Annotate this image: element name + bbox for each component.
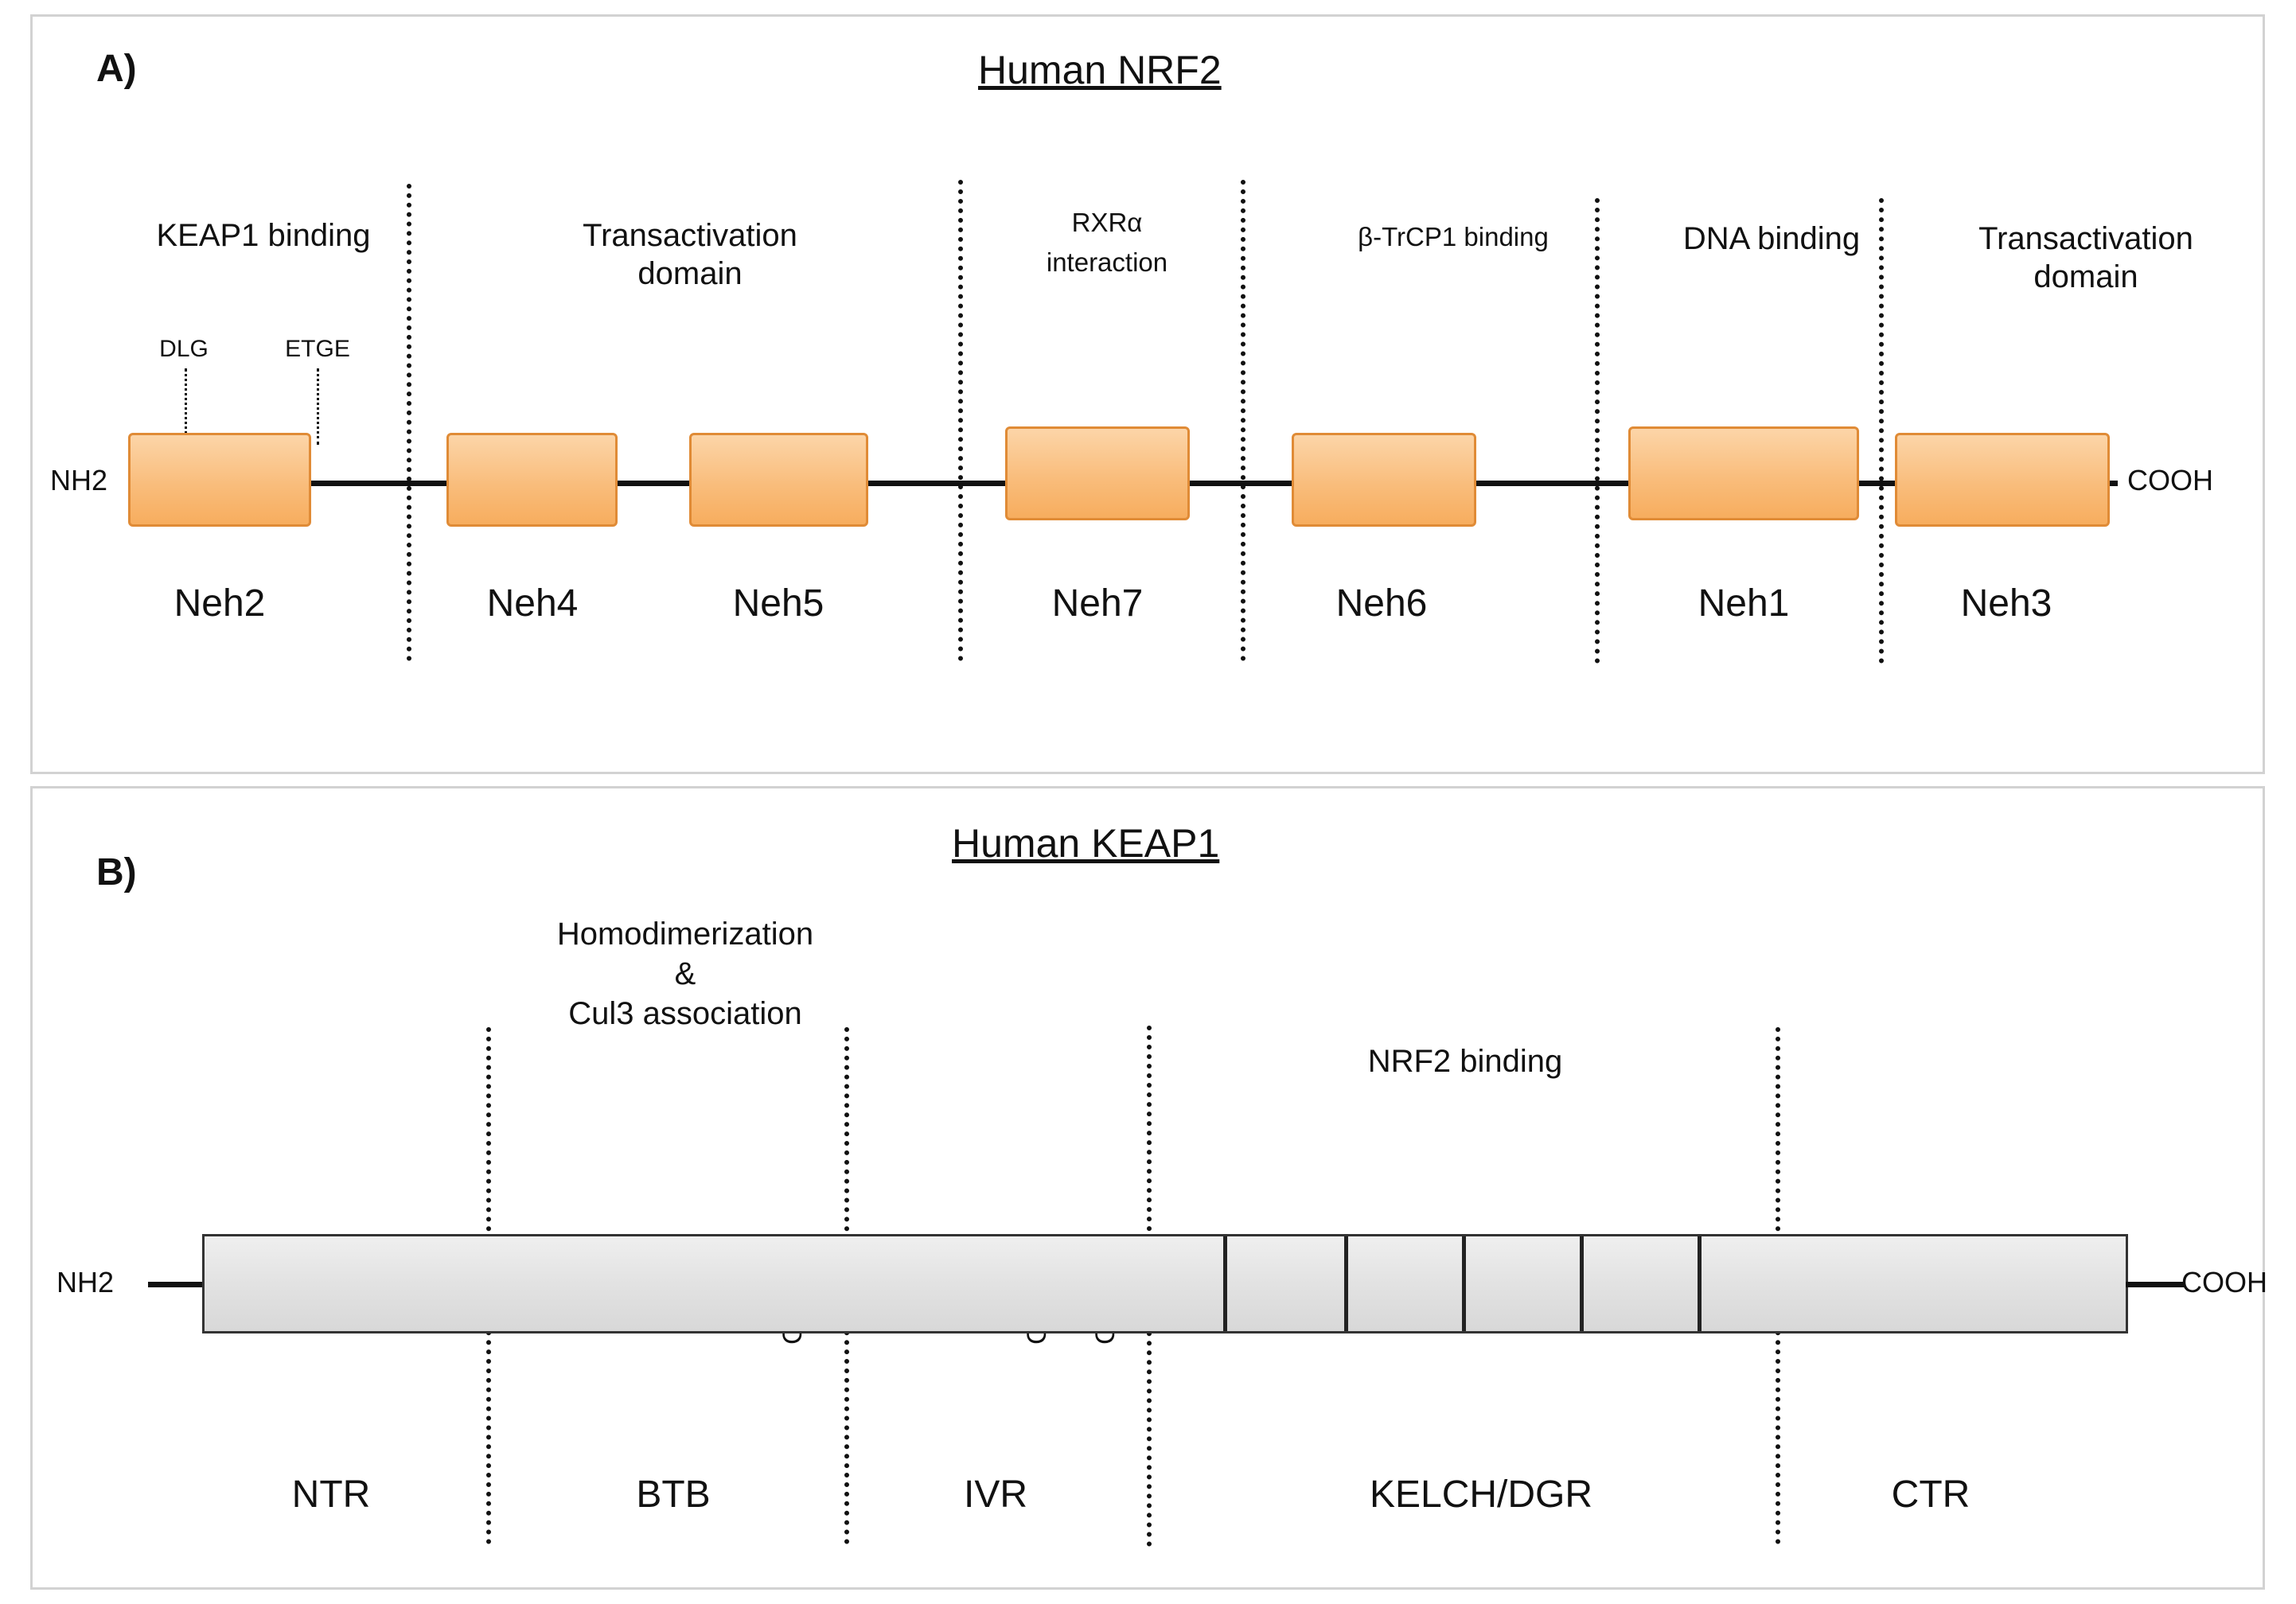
panel-a-letter: A) (96, 48, 137, 90)
keap1-protein-bar (202, 1234, 2128, 1333)
panel-b-title: Human KEAP1 (952, 821, 1220, 866)
label-rxra-interaction-line1: RXRα (1071, 208, 1143, 237)
label-keap1-binding: KEAP1 binding (156, 218, 371, 253)
label-transactivation-domain-2-line1: Transactivation (1978, 221, 2193, 256)
kelch-divider-2 (1344, 1236, 1348, 1331)
separator-neh1-neh3 (1879, 198, 1884, 664)
separator-neh2-neh4 (407, 184, 411, 661)
domain-label-neh1: Neh1 (1698, 582, 1790, 625)
domain-box-neh2 (128, 433, 311, 527)
label-nrf2-binding: NRF2 binding (1367, 1044, 1563, 1079)
domain-label-neh7: Neh7 (1051, 582, 1144, 625)
label-cooh-keap1: COOH (2181, 1266, 2267, 1298)
panel-a-title: Human NRF2 (978, 48, 1222, 92)
kelch-divider-4 (1580, 1236, 1584, 1331)
backbone-keap1-left (148, 1282, 208, 1287)
leader-etge (317, 368, 319, 445)
domain-box-neh4 (446, 433, 618, 527)
domain-label-ctr: CTR (1891, 1474, 1971, 1516)
domain-box-neh3 (1895, 433, 2110, 527)
kelch-divider-3 (1462, 1236, 1466, 1331)
domain-box-neh1 (1628, 426, 1859, 520)
separator-neh7-neh6 (1241, 180, 1245, 661)
label-motif-dlg: DLG (159, 336, 209, 362)
label-motif-etge: ETGE (285, 336, 350, 362)
kelch-divider-1 (1223, 1236, 1227, 1331)
domain-label-neh4: Neh4 (486, 582, 579, 625)
separator-neh6-neh1 (1595, 198, 1600, 664)
domain-label-btb: BTB (636, 1474, 711, 1516)
domain-box-neh6 (1292, 433, 1476, 527)
domain-label-ivr: IVR (963, 1474, 1027, 1516)
domain-box-neh5 (689, 433, 868, 527)
label-nh2-nrf2: NH2 (50, 464, 108, 496)
domain-label-neh2: Neh2 (173, 582, 266, 625)
label-btrcp1-binding: β-TrCP1 binding (1358, 222, 1549, 251)
domain-label-ntr: NTR (291, 1474, 371, 1516)
domain-label-neh6: Neh6 (1335, 582, 1428, 625)
label-homodimerization-line2: & (674, 956, 696, 991)
domain-label-kelch-dgr: KELCH/DGR (1369, 1474, 1593, 1516)
domain-label-neh3: Neh3 (1960, 582, 2052, 625)
label-dna-binding: DNA binding (1682, 221, 1861, 256)
panel-b-keap1 (30, 786, 2265, 1590)
panel-a-nrf2 (30, 14, 2265, 774)
label-homodimerization-line1: Homodimerization (556, 917, 814, 952)
label-nh2-keap1: NH2 (57, 1266, 115, 1298)
label-cooh-nrf2: COOH (2127, 464, 2213, 496)
label-rxra-interaction-line2: interaction (1046, 247, 1168, 277)
kelch-divider-5 (1698, 1236, 1702, 1331)
label-transactivation-domain-1-line2: domain (637, 256, 743, 291)
label-transactivation-domain-1-line1: Transactivation (583, 218, 797, 253)
separator-neh5-neh7 (958, 180, 963, 661)
backbone-keap1-right (2126, 1282, 2185, 1287)
label-homodimerization-line3: Cul3 association (568, 996, 802, 1031)
label-transactivation-domain-2-line2: domain (2033, 259, 2138, 294)
domain-box-neh7 (1005, 426, 1190, 520)
panel-b-letter: B) (96, 851, 137, 893)
domain-label-neh5: Neh5 (732, 582, 824, 625)
